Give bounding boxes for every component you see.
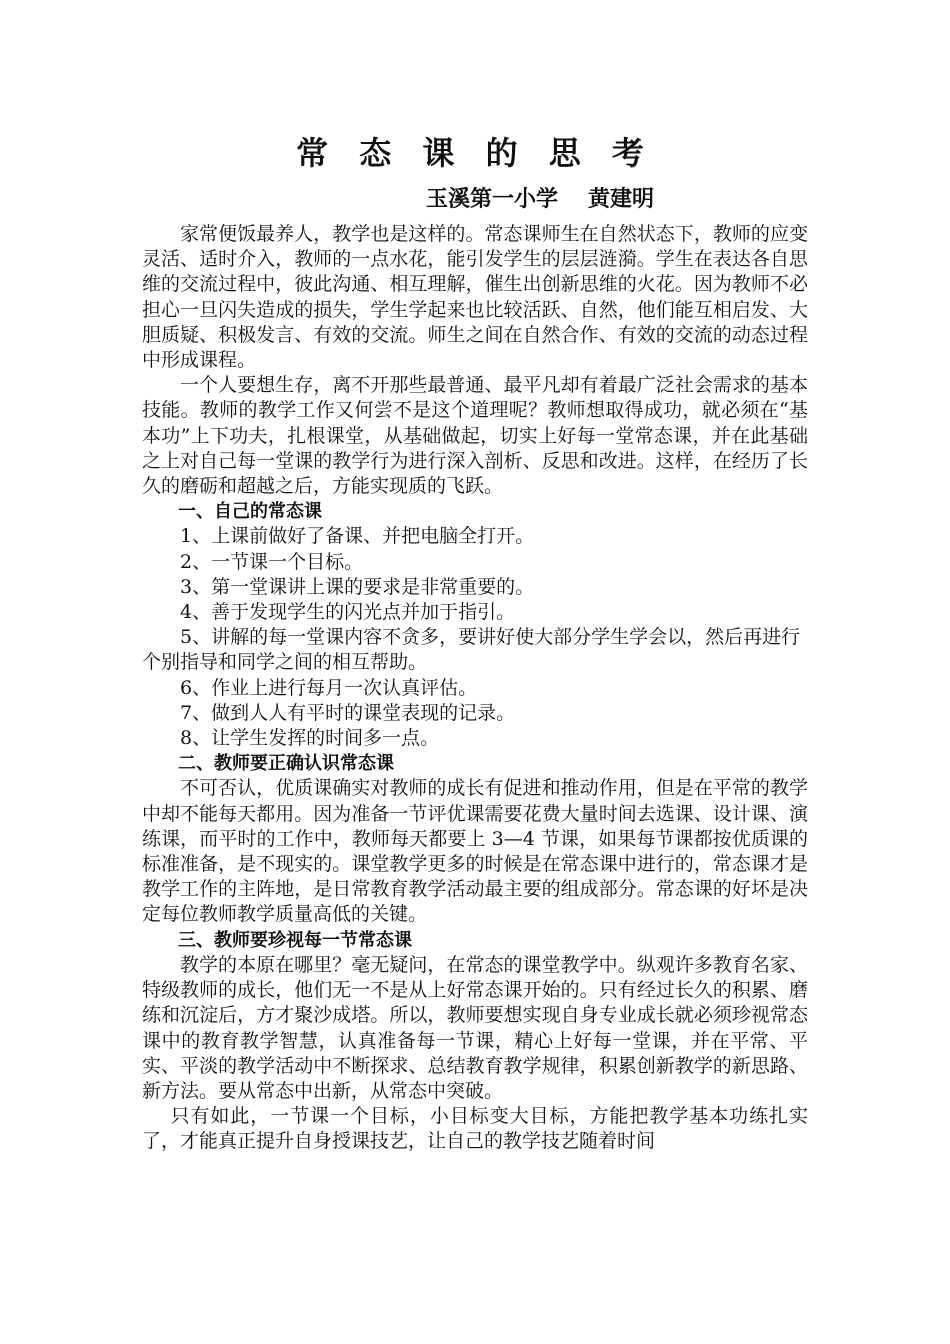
author-line [0,182,950,213]
closing-paragraph: 只有如此，一节课一个目标，小目标变大目标，方能把教学基本功练扎实了，才能真正提升自身授课技艺，让自己的教学技艺随着时间 [142,1105,808,1153]
paragraph-basic-skills: 一个人要想生存，离不开那些最普通、最平凡却有着最广泛社会需求的基本技能。教师的教学工作又何尝不是这个道理呢？教师想取得成功，就必须在“基本功”上下功夫，扎根课堂，从基础做起，切实上好每一堂常态课，并在此基础之上对自己每一堂课的教学行为进行深入剖析、反思和改进。这样，在经历了长久的磨砺和超越之后，方能实现质的飞跃。 [142,374,808,498]
list-item: 7、做到人人有平时的课堂表现的记录。 [180,701,516,724]
list-item: 3、第一堂课讲上课的要求是非常重要的。 [180,575,535,598]
list-item: 4、善于发现学生的闪光点并加于指引。 [180,601,516,624]
document-title: 常 态 课 的 思 考 [296,134,654,172]
list-item: 8、让学生发挥的时间多一点。 [180,727,440,750]
section-heading-2: 二、教师要正确认识常态课 [178,753,394,775]
list-item: 6、作业上进行每月一次认真评估。 [180,676,478,699]
section-2-text: 不可否认，优质课确实对教师的成长有促进和推动作用，但是在平常的教学中却不能每天都用。因为准备一节评优课需要花费大量时间去选课、设计课、演练课，而平时的工作中，教师每天都要上 3—4 节课，如果每节课都按优质课的标准准备，是不现实的。课堂教学更多的时候是在常态课中进行的，常态课才是教学工作的主阵地，是日常教育教学活动最主要的组成部分。常态课的好坏是决定每位教师教学质量高低的关键。 [142,777,808,926]
section-heading-3: 三、教师要珍视每一节常态课 [178,929,412,951]
list-item: 2、一节课一个目标。 [180,550,364,573]
list-item: 5、讲解的每一堂课内容不贪多，要讲好使大部分学生学会以，然后再进行个别指导和同学之间的相互帮助。 [142,626,801,674]
document-body [142,222,808,1155]
paragraph-intro: 家常便饭最养人，教学也是这样的。常态课师生在自然状态下，教师的应变灵活、适时介入，教师的一点水花，能引发学生的层层涟漪。学生在表达各自思维的交流过程中，彼此沟通、相互理解，催生出创新思维的火花。因为教师不必担心一旦闪失造成的损失，学生学起来也比较活跃、自然，他们能互相启发、大胆质疑、积极发言、有效的交流。师生之间在自然合作、有效的交流的动态过程中形成课程。 [142,223,808,372]
author-school: 玉溪第一小学 [425,187,558,212]
section-3-text: 教学的本原在哪里？毫无疑问，在常态的课堂教学中。纵观许多教育名家、特级教师的成长，他们无一不是从上好常态课开始的。只有经过长久的积累、磨练和沉淀后，方才聚沙成塔。所以，教师要想实现自身专业成长就必须珍视常态课中的教育教学智慧，认真准备每一节课，精心上好每一堂课，并在平常、平实、平淡的教学活动中不断探求、总结教育教学规律，积累创新教学的新思路、新方法。要从常态中出新，从常态中突破。 [142,953,808,1102]
author-name: 黄建明 [588,187,655,212]
list-item: 1、上课前做好了备课、并把电脑全打开。 [180,525,535,548]
section-heading-1: 一、自己的常态课 [178,501,322,523]
